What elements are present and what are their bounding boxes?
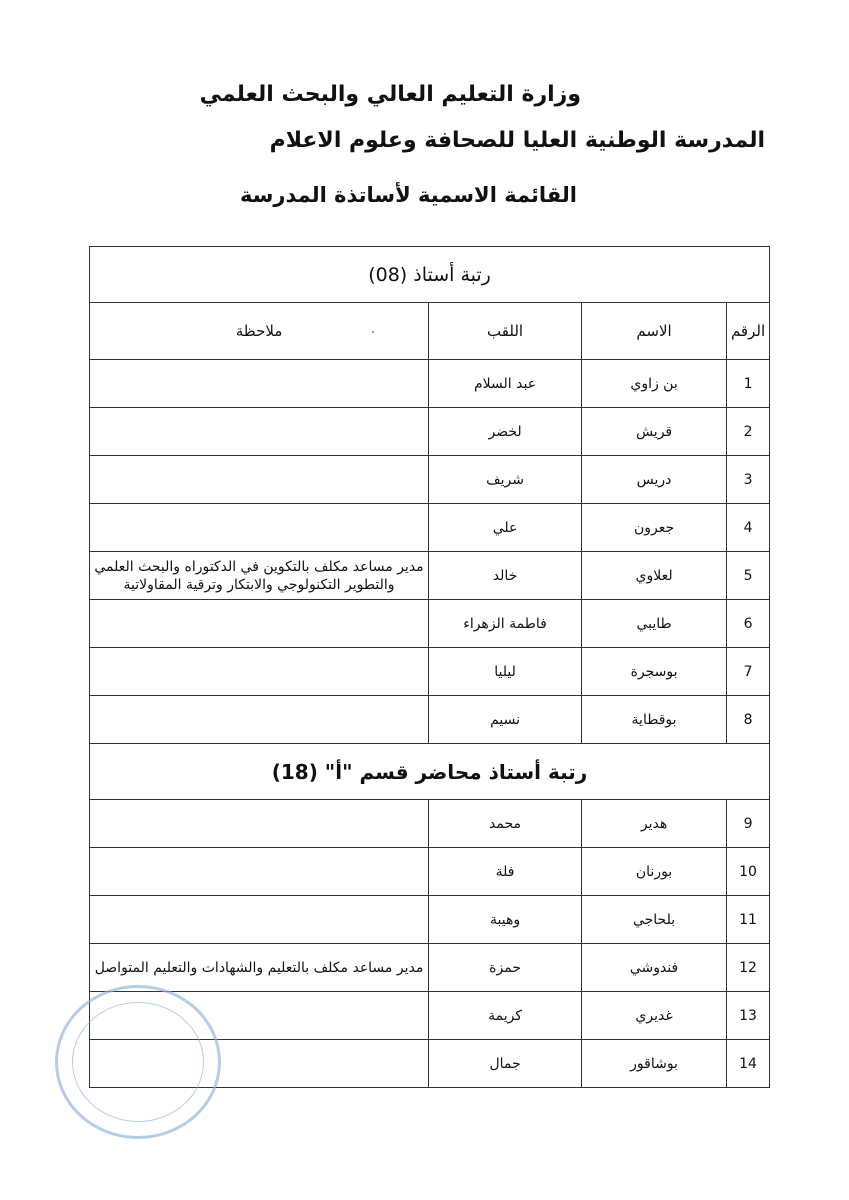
row-number: 6 [727,600,770,648]
table-row [90,696,770,744]
row-note [90,848,429,896]
table-row [90,456,770,504]
row-note [90,456,429,504]
school-heading: المدرسة الوطنية العليا للصحافة وعلوم الاعلام [269,128,765,153]
row-number: 1 [727,360,770,408]
official-stamp [55,985,221,1139]
row-name: لعلاوي [582,552,727,600]
column-header-number: الرقم [727,303,770,360]
row-title: ليليا [429,648,582,696]
row-name: طايبي [582,600,727,648]
column-header-note: ملاحظة [90,303,429,360]
row-note [90,896,429,944]
row-number: 4 [727,504,770,552]
table-row [90,848,770,896]
row-title: فاطمة الزهراء [429,600,582,648]
row-number: 12 [727,944,770,992]
row-title: شريف [429,456,582,504]
row-title: محمد [429,800,582,848]
row-note [90,648,429,696]
row-title: حمزة [429,944,582,992]
table-row [90,504,770,552]
row-name: دريس [582,456,727,504]
section-heading-row [90,744,770,800]
row-number: 13 [727,992,770,1040]
row-name: جعرون [582,504,727,552]
row-title: فلة [429,848,582,896]
row-number: 8 [727,696,770,744]
row-title: نسيم [429,696,582,744]
row-number: 5 [727,552,770,600]
row-note: مدير مساعد مكلف بالتكوين في الدكتوراه والبحث العلمي والتطوير التكنولوجي والابتكار وترقية المقاولاتية [90,552,429,600]
staff-table [89,246,770,1088]
scan-speck [372,331,374,333]
section-heading-row [90,247,770,303]
row-note [90,800,429,848]
row-number: 2 [727,408,770,456]
row-title: لخضر [429,408,582,456]
row-number: 9 [727,800,770,848]
list-title: القائمة الاسمية لأساتذة المدرسة [240,183,577,207]
table-row [90,800,770,848]
row-title: عبد السلام [429,360,582,408]
row-name: غديري [582,992,727,1040]
table-row [90,896,770,944]
row-number: 3 [727,456,770,504]
row-name: قريش [582,408,727,456]
ministry-heading: وزارة التعليم العالي والبحث العلمي [199,82,581,107]
row-name: بلحاجي [582,896,727,944]
row-note: مدير مساعد مكلف بالتعليم والشهادات والتعليم المتواصل [90,944,429,992]
row-name: بن زاوي [582,360,727,408]
section-heading: رتبة أستاذ محاضر قسم "أ" (18) [90,744,770,800]
row-number: 7 [727,648,770,696]
row-title: علي [429,504,582,552]
row-note [90,408,429,456]
row-name: بوسجرة [582,648,727,696]
row-name: بوشاقور [582,1040,727,1088]
row-note [90,360,429,408]
row-name: بوقطاية [582,696,727,744]
row-name: فندوشي [582,944,727,992]
row-title: خالد [429,552,582,600]
table-row [90,408,770,456]
table-row [90,360,770,408]
row-title: جمال [429,1040,582,1088]
row-title: وهيبة [429,896,582,944]
table-row [90,552,770,600]
row-number: 10 [727,848,770,896]
row-note [90,600,429,648]
column-header-name: الاسم [582,303,727,360]
table-row [90,648,770,696]
table-row [90,600,770,648]
row-name: بورنان [582,848,727,896]
section-heading: رتبة أستاذ (08) [90,247,770,303]
row-title: كريمة [429,992,582,1040]
column-header-row [90,303,770,360]
row-number: 11 [727,896,770,944]
row-note [90,504,429,552]
row-name: هدير [582,800,727,848]
row-number: 14 [727,1040,770,1088]
row-note [90,696,429,744]
table-row [90,944,770,992]
column-header-title: اللقب [429,303,582,360]
